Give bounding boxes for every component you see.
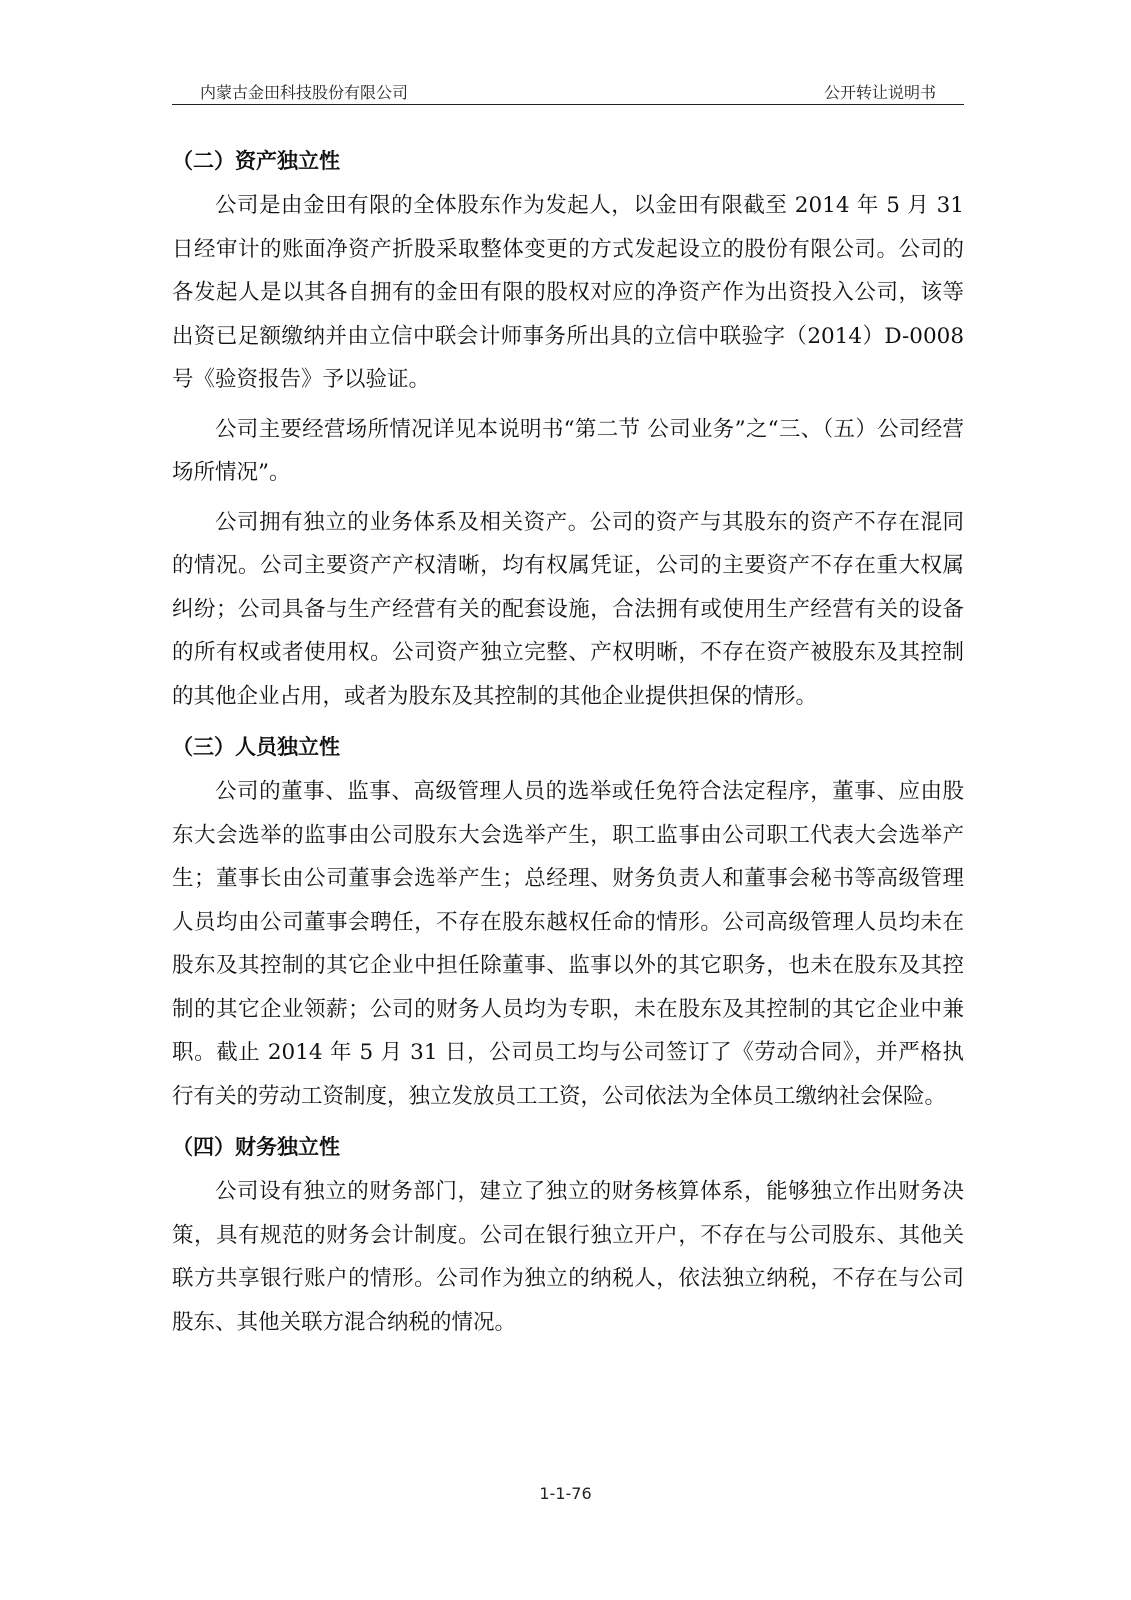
paragraph: 公司的董事、监事、高级管理人员的选举或任免符合法定程序，董事、应由股东大会选举的监事由公司股东大会选举产生，职工监事由公司职工代表大会选举产生；董事长由公司董事会选举产生；总经理、财务负责人和董事会秘书等高级管理人员均由公司董事会聘任，不存在股东越权任命的情形。公司高级管理人员均未在股东及其控制的其它企业中担任除董事、监事以外的其它职务，也未在股东及其控制的其它企业领薪；公司的财务人员均为专职，未在股东及其控制的其它企业中兼职。截止 2014 年 5 月 31 日，公司员工均与公司签订了《劳动合同》，并严格执行有关的劳动工资制度，独立发放员工工资，公司依法为全体员工缴纳社会保险。 [172, 779, 964, 1109]
page-number: 1-1-76 [539, 1484, 592, 1503]
header-company-name: 内蒙古金田科技股份有限公司 [200, 83, 409, 102]
paragraph: 公司拥有独立的业务体系及相关资产。公司的资产与其股东的资产不存在混同的情况。公司主要资产产权清晰，均有权属凭证，公司的主要资产不存在重大权属纠纷；公司具备与生产经营有关的配套设施，合法拥有或使用生产经营有关的设备的所有权或者使用权。公司资产独立完整、产权明晰，不存在资产被股东及其控制的其他企业占用，或者为股东及其控制的其他企业提供担保的情形。 [172, 509, 964, 709]
section-heading: （四）财务独立性 [172, 1135, 340, 1159]
section-asset-independence [172, 138, 964, 718]
header-document-type: 公开转让说明书 [823, 83, 936, 102]
section-personnel-independence [172, 724, 964, 1118]
section-heading: （二）资产独立性 [172, 149, 340, 173]
section-financial-independence [172, 1124, 964, 1344]
page-body [172, 138, 964, 1350]
page-header [172, 78, 964, 105]
paragraph: 公司设有独立的财务部门，建立了独立的财务核算体系，能够独立作出财务决策，具有规范的财务会计制度。公司在银行独立开户，不存在与公司股东、其他关联方共享银行账户的情形。公司作为独立的纳税人，依法独立纳税，不存在与公司股东、其他关联方混合纳税的情况。 [172, 1179, 964, 1335]
paragraph: 公司是由金田有限的全体股东作为发起人，以金田有限截至 2014 年 5 月 31 日经审计的账面净资产折股采取整体变更的方式发起设立的股份有限公司。公司的各发起人是以其各自拥有的金田有限的股权对应的净资产作为出资投入公司，该等出资已足额缴纳并由立信中联会计师事务所出具的立信中联验字（2014）D-0008 号《验资报告》予以验证。 [172, 193, 964, 392]
section-heading: （三）人员独立性 [172, 735, 340, 759]
paragraph: 公司主要经营场所情况详见本说明书“第二节 公司业务”之“三、（五）公司经营场所情况”。 [172, 416, 964, 485]
